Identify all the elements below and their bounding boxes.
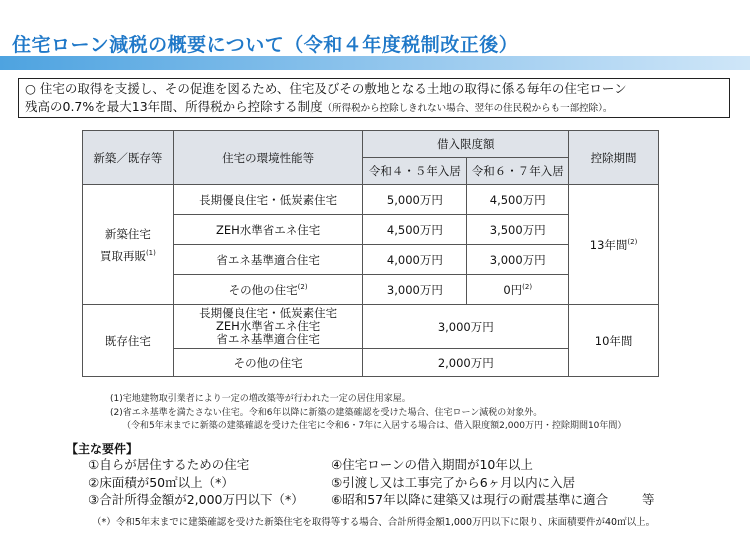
limit-r4-5: 4,000万円 xyxy=(363,245,467,275)
requirements-etc: 等 xyxy=(642,492,655,507)
housing-type: 省エネ基準適合住宅 xyxy=(173,245,363,275)
resale-label: 買取再販$^{(1)}$ xyxy=(99,248,156,263)
housing-type: その他の住宅 xyxy=(173,349,363,377)
housing-type: ZEH水準省エネ住宅 xyxy=(173,215,363,245)
limit-r6-7: 0円$^{(2)}$ xyxy=(467,275,569,305)
limit-r4-5: 5,000万円 xyxy=(363,185,467,215)
page-title: 住宅ローン減税の概要について（令和４年度税制改正後） xyxy=(12,34,519,56)
limit-r4-5: 3,000万円 xyxy=(363,275,467,305)
existing-limit: 2,000万円 xyxy=(363,349,569,377)
existing-housing-category: 既存住宅 xyxy=(83,305,174,377)
summary-line-2-note: （所得税から控除しきれない場合、翌年の住民税からも一部控除）。 xyxy=(322,103,613,114)
summary-line-1: ○ 住宅の取得を支援し、その促進を図るため、住宅及びその敷地となる土地の取得に係る毎年の住宅ローン xyxy=(25,81,627,96)
summary-box xyxy=(18,78,730,118)
table-row xyxy=(83,305,659,349)
requirements-right xyxy=(331,456,608,509)
limit-r4-5: 4,500万円 xyxy=(363,215,467,245)
housing-type-group: 長期優良住宅・低炭素住宅 ZEH水準省エネ住宅 省エネ基準適合住宅 xyxy=(173,305,363,349)
housing-type: その他の住宅$^{(2)}$ xyxy=(173,275,363,305)
limit-r6-7: 4,500万円 xyxy=(467,185,569,215)
header-performance: 住宅の環境性能等 xyxy=(173,131,363,185)
title-underline-bar xyxy=(0,56,750,70)
requirements-heading: 【主な要件】 xyxy=(66,442,139,456)
table-row xyxy=(83,185,659,215)
limit-r6-7: 3,000万円 xyxy=(467,245,569,275)
table-notes xyxy=(110,393,626,434)
footnote: （*）令和5年末までに建築確認を受けた新築住宅を取得等する場合、合計所得金額1,000万円以下に限り、床面積要件が40㎡以上。 xyxy=(92,517,656,528)
header-r6-7: 令和６・７年入居 xyxy=(467,158,569,185)
requirement-item: ③合計所得金額が2,000万円以下（*） xyxy=(88,492,304,507)
requirement-item: ①自らが居住するための住宅 xyxy=(88,457,250,472)
new-housing-label: 新築住宅 xyxy=(104,226,151,241)
requirement-item: ⑥昭和57年以降に建築又は現行の耐震基準に適合 xyxy=(331,492,609,507)
summary-line-2 xyxy=(25,98,723,118)
requirement-item: ⑤引渡し又は工事完了から6ヶ月以内に入居 xyxy=(331,474,576,490)
header-deduction-period: 控除期間 xyxy=(569,131,659,185)
note-2-detail: （令和5年末までに新築の建築確認を受けた住宅に令和6・7年に入居する場合は、借入限度額2,000万円・控除期間10年間） xyxy=(122,421,627,431)
loan-limit-table xyxy=(82,130,659,377)
summary-line-2-main: 残高の0.7%を最大13年間、所得税から控除する制度 xyxy=(25,99,323,114)
existing-limit: 3,000万円 xyxy=(363,305,569,349)
requirements-left xyxy=(88,456,304,509)
note-1: (1)宅地建物取引業者により一定の増改築等が行われた一定の居住用家屋。 xyxy=(110,394,411,404)
requirement-item: ④住宅ローンの借入期間が10年以上 xyxy=(331,457,533,472)
header-loan-limit: 借入限度額 xyxy=(363,131,569,158)
header-r4-5: 令和４・５年入居 xyxy=(363,158,467,185)
limit-r6-7: 3,500万円 xyxy=(467,215,569,245)
header-category: 新築／既存等 xyxy=(83,131,174,185)
requirement-item: ②床面積が50㎡以上（*） xyxy=(88,474,234,490)
new-deduction-period: 13年間$^{(2)}$ xyxy=(569,185,659,305)
new-housing-category xyxy=(83,185,174,305)
housing-type: 長期優良住宅・低炭素住宅 xyxy=(173,185,363,215)
note-2: (2)省エネ基準を満たさない住宅。令和6年以降に新築の建築確認を受けた場合、住宅ローン減税の対象外。 xyxy=(110,407,543,418)
existing-deduction-period: 10年間 xyxy=(569,305,659,377)
